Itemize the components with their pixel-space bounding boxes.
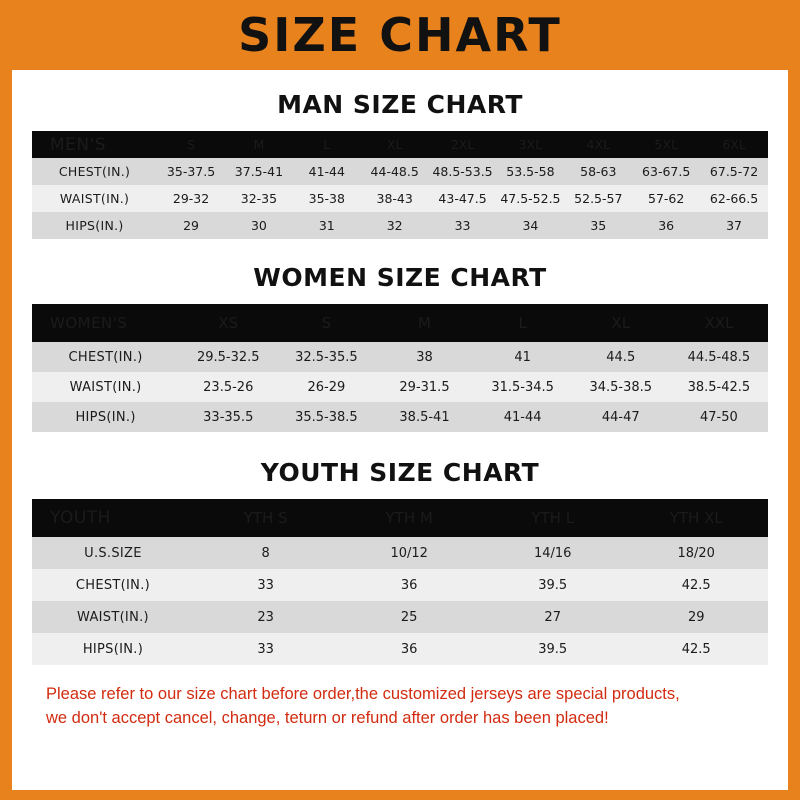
cell: 44-48.5: [370, 164, 419, 179]
man-table-head: [32, 131, 768, 158]
cell: 37: [726, 218, 742, 233]
notice-text: [46, 683, 754, 731]
cell: 27: [544, 609, 561, 625]
man-size-table: [32, 131, 768, 239]
youth-header-cell: YTH XL: [669, 509, 723, 527]
youth-header-row: [32, 499, 768, 537]
cell: 36: [400, 641, 418, 657]
cell: 23.5-26: [203, 379, 254, 395]
women-table-head: [32, 304, 768, 342]
cell: 29: [687, 609, 705, 625]
youth-table-body: [32, 537, 768, 665]
cell: 41-44: [308, 164, 345, 179]
women-header-cell: WOMEN'S: [50, 314, 128, 332]
cell: 29-32: [172, 191, 210, 206]
table-row: [32, 537, 768, 569]
cell: 42.5: [681, 641, 711, 657]
cell: 33-35.5: [203, 409, 254, 425]
cell: 29.5-32.5: [196, 349, 260, 365]
cell: 35-37.5: [166, 164, 216, 179]
cell: 62-66.5: [709, 191, 759, 206]
cell: 48.5-53.5: [432, 164, 493, 179]
cell: 53.5-58: [506, 164, 555, 179]
man-section-title: MAN SIZE CHART: [277, 90, 523, 119]
cell: 32-35: [240, 191, 278, 206]
table-row: [32, 402, 768, 432]
cell: 35.5-38.5: [295, 409, 358, 425]
cell: 33: [257, 577, 274, 593]
cell: 44.5: [606, 349, 636, 365]
cell: 29: [183, 218, 199, 233]
cell: 57-62: [648, 191, 685, 206]
cell: 25: [400, 609, 418, 625]
cell: 30: [250, 218, 267, 233]
cell: 26-29: [307, 379, 346, 395]
page-banner: [0, 0, 800, 70]
chart-content: [12, 90, 788, 731]
cell: 18/20: [677, 545, 715, 561]
women-header-row: [32, 304, 768, 342]
youth-size-table: [32, 499, 768, 665]
youth-header-cell: YTH L: [531, 509, 575, 527]
cell: 10/12: [390, 545, 428, 561]
cell: 35: [590, 218, 607, 233]
women-header-cell: S: [321, 314, 332, 332]
table-row: [32, 372, 768, 402]
man-header-cell: MEN'S: [50, 134, 107, 155]
man-header-cell: 5XL: [654, 137, 678, 152]
cell: 44.5-48.5: [687, 349, 751, 365]
cell: 43-47.5: [438, 191, 487, 206]
cell: 44-47: [601, 409, 640, 425]
table-row: [32, 185, 768, 212]
women-header-cell: XS: [218, 314, 239, 332]
cell: 47-50: [700, 409, 738, 425]
women-table-body: [32, 342, 768, 432]
table-row: [32, 342, 768, 372]
youth-header-cell: YTH S: [243, 509, 288, 527]
row-label: CHEST(IN.): [68, 349, 143, 365]
cell: 31: [318, 218, 335, 233]
cell: 36: [658, 218, 675, 233]
cell: 47.5-52.5: [500, 191, 561, 206]
cell: 38: [416, 349, 433, 365]
cell: 58-63: [580, 164, 617, 179]
cell: 23: [257, 609, 274, 625]
cell: 37.5-41: [234, 164, 284, 179]
youth-section-title: YOUTH SIZE CHART: [260, 458, 540, 487]
man-header-cell: S: [187, 137, 196, 152]
row-label: HIPS(IN.): [82, 641, 144, 657]
youth-size-section: [32, 458, 768, 665]
cell: 38.5-42.5: [687, 379, 751, 395]
table-row: [32, 212, 768, 239]
notice-line-2: we don't accept cancel, change, teturn or refund after order has been placed!: [46, 708, 609, 727]
bottom-border-bar: [0, 790, 800, 800]
row-label: CHEST(IN.): [58, 164, 131, 179]
cell: 29-31.5: [399, 379, 450, 395]
man-header-cell: 6XL: [722, 137, 746, 152]
man-header-cell: L: [323, 137, 331, 152]
row-label: HIPS(IN.): [65, 218, 124, 233]
notice-line-1: Please refer to our size chart before order,the customized jerseys are special products,: [46, 685, 680, 703]
man-header-row: [32, 131, 768, 158]
man-header-cell: XL: [386, 137, 403, 152]
table-row: [32, 158, 768, 185]
cell: 32.5-35.5: [295, 349, 358, 365]
cell: 36: [400, 577, 418, 593]
cell: 32: [386, 218, 403, 233]
women-size-table: [32, 304, 768, 432]
youth-table-head: [32, 499, 768, 537]
man-header-cell: 3XL: [518, 137, 543, 152]
cell: 41: [514, 349, 531, 365]
man-table-body: [32, 158, 768, 239]
row-label: WAIST(IN.): [77, 609, 149, 625]
cell: 14/16: [533, 545, 572, 561]
women-section-title: WOMEN SIZE CHART: [253, 263, 547, 292]
cell: 33: [454, 218, 471, 233]
cell: 31.5-34.5: [491, 379, 554, 395]
row-label: CHEST(IN.): [75, 577, 150, 593]
cell: 35-38: [308, 191, 345, 206]
cell: 8: [261, 545, 270, 561]
row-label: WAIST(IN.): [69, 379, 142, 395]
row-label: U.S.SIZE: [84, 545, 142, 561]
cell: 42.5: [681, 577, 711, 593]
youth-header-cell: YOUTH: [50, 508, 111, 528]
table-row: [32, 601, 768, 633]
cell: 38-43: [376, 191, 413, 206]
cell: 34: [522, 218, 539, 233]
table-row: [32, 633, 768, 665]
cell: 41-44: [503, 409, 542, 425]
cell: 52.5-57: [574, 191, 623, 206]
cell: 39.5: [538, 641, 568, 657]
women-header-cell: XXL: [704, 314, 734, 332]
man-header-cell: 4XL: [586, 137, 611, 152]
women-header-cell: L: [518, 314, 527, 332]
man-size-section: [32, 90, 768, 239]
cell: 38.5-41: [399, 409, 450, 425]
cell: 39.5: [538, 577, 568, 593]
cell: 34.5-38.5: [589, 379, 653, 395]
cell: 63-67.5: [642, 164, 691, 179]
man-header-cell: 2XL: [450, 137, 475, 152]
row-label: WAIST(IN.): [59, 191, 130, 206]
women-size-section: [32, 263, 768, 432]
cell: 67.5-72: [709, 164, 759, 179]
table-row: [32, 569, 768, 601]
women-header-cell: XL: [611, 314, 631, 332]
cell: 33: [257, 641, 274, 657]
row-label: HIPS(IN.): [75, 409, 136, 425]
women-header-cell: M: [418, 314, 431, 332]
man-header-cell: M: [253, 137, 265, 152]
page-title: SIZE CHART: [238, 8, 562, 62]
youth-header-cell: YTH M: [385, 509, 433, 527]
